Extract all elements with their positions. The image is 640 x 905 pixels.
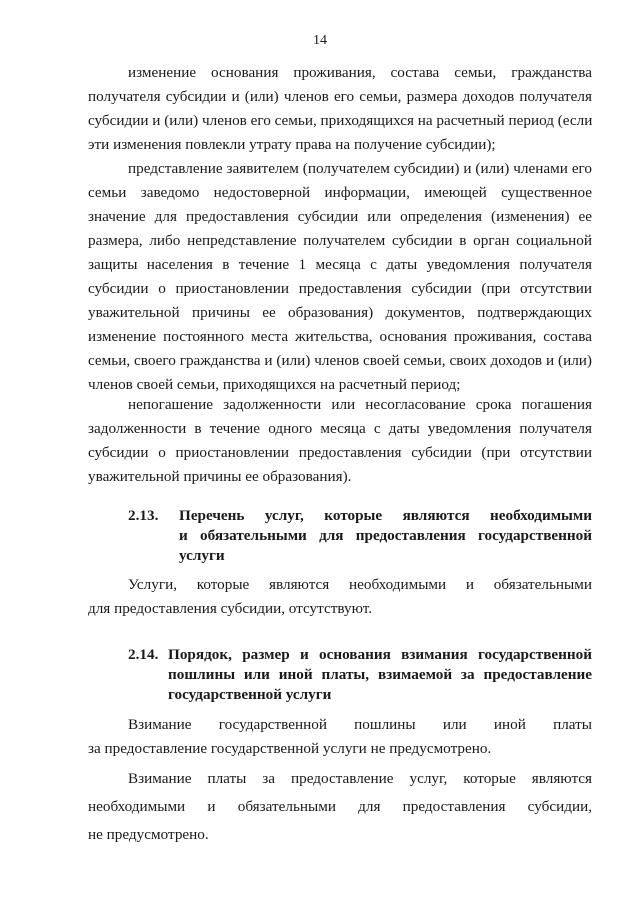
paragraph-change-residence	[88, 61, 592, 157]
heading-line: и обязательными для предоставления государственной	[179, 527, 592, 544]
text-line: не предусмотрено.	[88, 826, 209, 843]
text-line: членов своей семьи, приходящихся на расчетный период;	[88, 376, 461, 393]
paragraph-false-information	[88, 157, 592, 397]
text-line: семьи заведомо недостоверной информации, имеющей существенное	[88, 184, 592, 201]
heading-line: пошлины или иной платы, взимаемой за предоставление	[168, 666, 592, 683]
text-line: Взимание платы за предоставление услуг, которые являются	[128, 770, 592, 787]
text-line: изменение постоянного места жительства, основания проживания, состава	[88, 328, 592, 345]
heading-line: Порядок, размер и основания взимания государственной	[168, 646, 592, 663]
heading-line: услуги	[179, 547, 225, 564]
text-line: эти изменения повлекли утрату права на получение субсидии);	[88, 136, 496, 153]
text-line: задолженности в течение одного месяца с даты уведомления получателя	[88, 420, 592, 437]
section-heading-2-13	[179, 506, 592, 566]
text-line: защиты населения в течение 1 месяца с даты уведомления получателя	[88, 256, 592, 273]
text-line: семьи, своего гражданства и (или) членов своей семьи, своих доходов и (или)	[88, 352, 592, 369]
text-line: необходимыми и обязательными для предоставления субсидии,	[88, 798, 592, 815]
text-line: Взимание государственной пошлины или иной платы	[128, 716, 592, 733]
text-line: за предоставление государственной услуги не предусмотрено.	[88, 740, 492, 757]
section-number: 2.14.	[128, 646, 159, 663]
text-line: получателя субсидии и (или) членов его семьи, размера доходов получателя	[88, 88, 592, 105]
text-line: изменение основания проживания, состава семьи, гражданства	[128, 64, 592, 81]
text-line: субсидии о приостановлении предоставления субсидии (при отсутствии	[88, 280, 592, 297]
section-heading-2-14	[168, 645, 592, 705]
section-number: 2.13.	[128, 507, 159, 524]
page-number: 14	[313, 33, 327, 48]
text-line: уважительной причины ее образования).	[88, 468, 352, 485]
text-line: субсидии и (или) членов его семьи, приходящихся на расчетный период (если	[88, 112, 593, 129]
text-line: уважительной причины ее образования) документов, подтверждающих	[88, 304, 592, 321]
heading-line: Перечень услуг, которые являются необходимыми	[179, 507, 592, 524]
text-line: непогашение задолженности или несогласование срока погашения	[128, 396, 592, 413]
text-line: значение для предоставления субсидии или определения (изменения) ее	[88, 208, 592, 225]
heading-line: государственной услуги	[168, 686, 332, 703]
text-line: представление заявителем (получателем субсидии) и (или) членами его	[128, 160, 592, 177]
paragraph-state-fee	[88, 713, 592, 761]
paragraph-fee-services	[88, 765, 592, 849]
text-line: размера, либо непредставление получателем субсидии в орган социальной	[88, 232, 592, 249]
paragraph-services	[88, 573, 592, 621]
text-line: для предоставления субсидии, отсутствуют.	[88, 600, 373, 617]
text-line: субсидии о приостановлении предоставления субсидии (при отсутствии	[88, 444, 592, 461]
paragraph-debt	[88, 393, 592, 489]
text-line: Услуги, которые являются необходимыми и обязательными	[128, 576, 592, 593]
